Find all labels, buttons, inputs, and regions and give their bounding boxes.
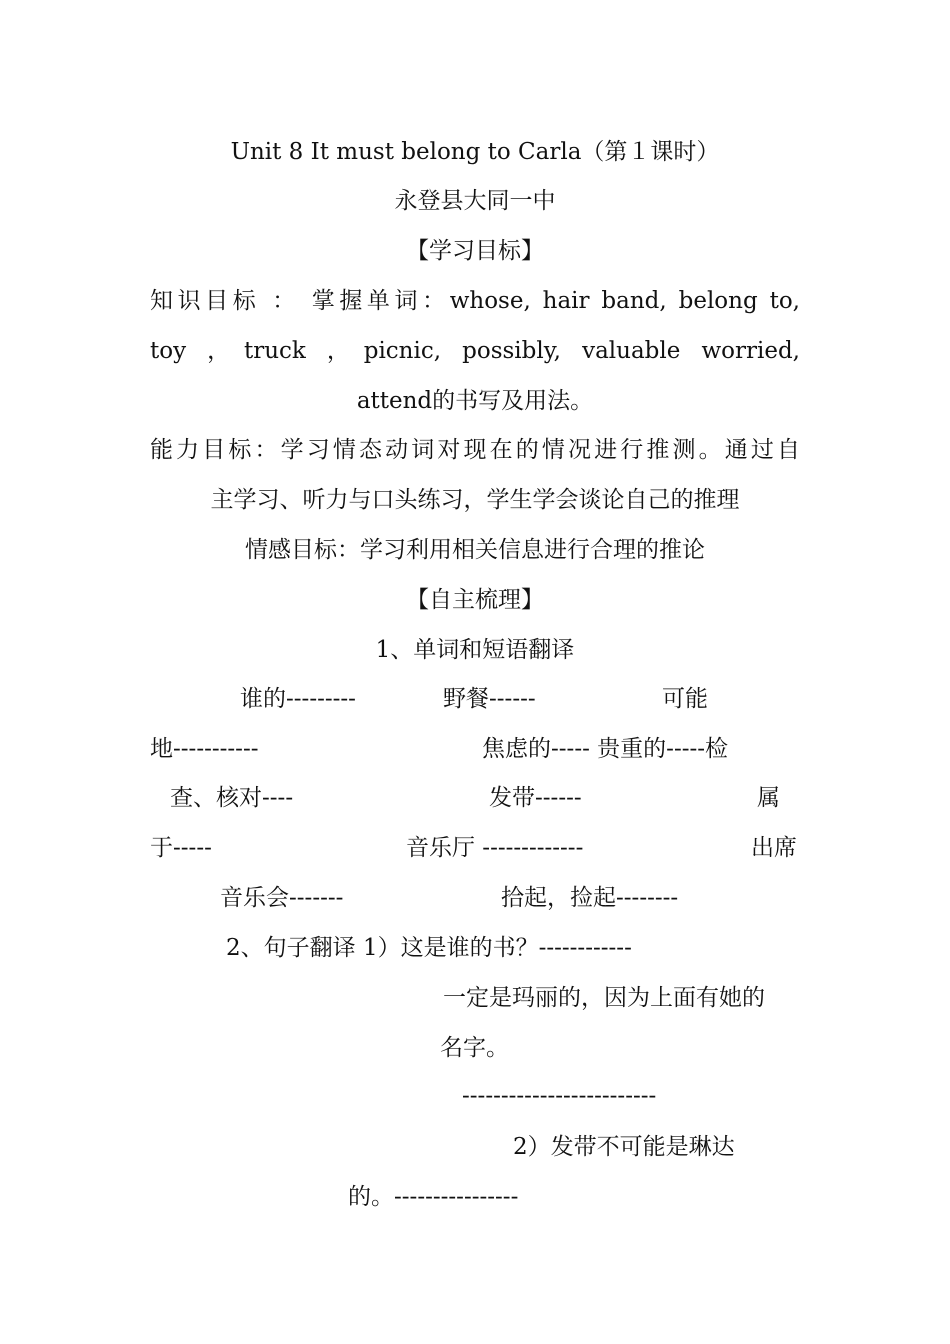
school-name: 永登县大同一中 (394, 188, 556, 214)
exercise-2-answer-blank: ------------------------- (462, 1083, 657, 1109)
vocab-item: 地----------- (150, 736, 259, 762)
exercise-2-question-2: 2）发带不可能是琳达 (513, 1134, 735, 1160)
document-title: Unit 8 It must belong to Carla（第１课时） (230, 139, 720, 165)
emotion-goal-line: 情感目标：学习利用相关信息进行合理的推论 (245, 537, 705, 563)
vocab-item: 野餐------ (443, 686, 536, 712)
vocab-item: 谁的--------- (240, 686, 356, 712)
vocab-item: 查、核对---- (170, 785, 294, 811)
vocab-item: 于----- (150, 835, 212, 861)
vocab-item: 出席 (751, 835, 797, 861)
vocab-item: 属 (757, 785, 780, 811)
ability-goal-line-2: 主学习、听力与口头练习，学生学会谈论自己的推理 (210, 487, 740, 513)
section-heading-self-study: 【自主梳理】 (406, 587, 544, 613)
exercise-2-question-1: 2、句子翻译 1）这是谁的书？------------ (226, 935, 632, 961)
vocab-item: 音乐会------- (220, 885, 344, 911)
ability-goal-line-1: 能力目标：学习情态动词对现在的情况进行推测。通过自 (150, 437, 800, 463)
vocab-item: 焦虑的----- 贵重的-----检 (482, 736, 729, 762)
knowledge-goal-line-1: 知识目标 ： 掌握单词：whose, hair band, belong to, (150, 288, 800, 314)
exercise-2-answer-line-1: 一定是玛丽的，因为上面有她的 (443, 985, 765, 1011)
vocab-item: 可能 (662, 686, 708, 712)
exercise-1-title: 1、单词和短语翻译 (375, 637, 575, 663)
exercise-2-question-2-cont: 的。---------------- (348, 1184, 519, 1210)
exercise-2-answer-line-2: 名字。 (440, 1035, 509, 1061)
vocab-item: 拾起，捡起-------- (501, 885, 679, 911)
section-heading-goals: 【学习目标】 (406, 238, 544, 264)
knowledge-goal-line-2: toy ，truck ，picnic, possibly, valuable worried, (150, 338, 800, 364)
knowledge-goal-line-3: attend的书写及用法。 (356, 388, 594, 414)
vocab-item: 音乐厅 ------------- (406, 835, 584, 861)
vocab-item: 发带------ (489, 785, 582, 811)
